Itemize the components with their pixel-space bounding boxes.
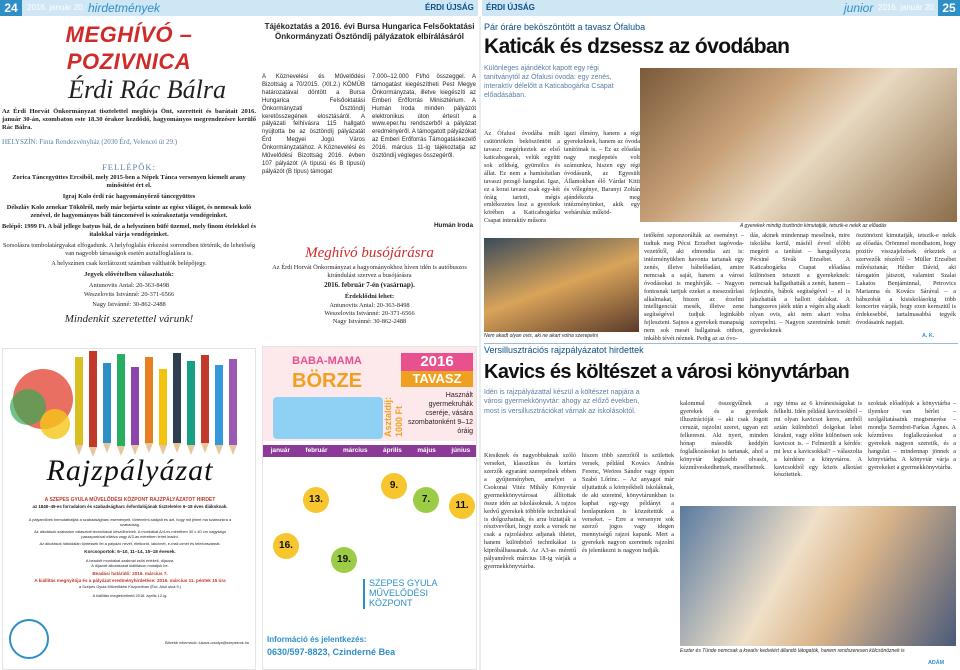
article2-col-5: szoktak előadójuk a könyvtárba – ilyenkor van bérlet – szolgáltatásaink megismerése – mondja Szendrei-Farkas Ágnes. A kézműves foglalkozásokat a gyerekek nagyon szeretik, és a hangulat – mindennap jönnek a könyvtárba. A könyvtár várja a gyerekeket a gyermekkönyvtárba.: [868, 400, 956, 471]
date-badge: 13.: [303, 487, 329, 513]
invite-subtitle: Érdi Rác Bálra: [68, 74, 226, 104]
date-badge: 11.: [449, 493, 475, 519]
busojaras-contact-1: Antunovits Antal: 20-363-8498: [329, 302, 410, 310]
invite-closing: Mindenkit szeretettel várunk!: [64, 312, 194, 325]
date-badge: 9.: [381, 473, 407, 499]
invite-entry: Belépő: 1999 Ft. A bál jellege batyus bál, de a helyszínen büfé üzemel, mely finom ételekkel és italokkal várja vendégeinket.: [2, 223, 256, 239]
article1-col-1: Az Ófalusi óvodába múlt csütörtökön beköszöntött a tavasz: megérkeztek az első katicabogarak, velük együtt sok zöldség, gyümölcs és állat. Ez nem a hamisítatlan tavaszi pezsgő hangulat. Igaz, ez a korai tavasz csak egy-két óráig tartott, mégis emlékezetes lesz a gyerekek körében a Katicabogárka Csapat interaktív műsora: [484, 130, 560, 225]
article1-caption-2: Nem akadt olyan ovis, aki ne akart volna szerepelni: [484, 333, 598, 339]
month-label: május: [417, 447, 436, 454]
busojaras-date: 2016. február 7-én (vasárnap).: [324, 280, 415, 289]
date-badge: 16.: [273, 533, 299, 559]
date-badge: 7.: [413, 487, 439, 513]
invite-raffle: Sorsolásra tombolatárgyakat elfogadunk. A helyfoglalás érkezési sorrendben történik, de lehetőség van nagyobb társaságok esetén asztalfoglalásra is.: [2, 242, 256, 257]
bazaar-title-2: BÖRZE: [292, 370, 362, 392]
detail-line: Az alkotások szabadon választott technikával készülhetnek. A munkákat A/4-es méretben 30 x 40 cm nagyságú passzpartúval ellátva vagy A/3-as méretben lehet leadni.: [34, 529, 226, 540]
right-page-number: 25: [938, 0, 960, 16]
detail-line: A kiállítás megnyitója és a pályázat eredményhirdetése: 2016. március 11. péntek 15 óra: [34, 578, 226, 584]
drawing-ad: [2, 348, 256, 670]
drawing-ad-sub: az 1848–49-es forradalom és szabadságharc évfordulójának tiszteletére 6–18 éves diákoknak.: [32, 504, 228, 509]
photo-girls-drawing: [680, 506, 956, 646]
contact-2: Weszelovits Istvánné: 20-371-6566: [83, 291, 175, 299]
detail-line: A díjazott alkotásokat kiállításon mutatjuk be.: [91, 563, 169, 569]
page-gutter: [479, 16, 481, 670]
busojaras-block: [262, 244, 477, 342]
grants-block: [262, 22, 477, 244]
bazaar-venue: SZEPES GYULA MŰVELŐDÉSI KÖZPONT: [363, 579, 471, 609]
bazaar-season: TAVASZ: [401, 371, 473, 387]
article1-byline: A. K.: [922, 333, 935, 339]
month-label: február: [305, 447, 328, 454]
month-label: január: [270, 447, 290, 454]
performers-title: FELLÉPŐK:: [102, 162, 156, 172]
article-katicak: [484, 22, 958, 342]
photo-children-stage: [484, 238, 639, 332]
right-section: junior: [844, 1, 874, 15]
article2-col-4: egy téma az 6 kivánesiságukat is felkelti. Idén például kavicsokból – mi olyan kavicsot keres, amiből aztán különböző dolgokat lehet kirakni, vagy előtte különösen sok kavicsot is. – Felmerült a kérdés: mi lesz a kavicsokkal? – válaszolta a kérdésre a könyvtáros. A kavicsokból egy közös alkotást készítettek.: [774, 400, 862, 479]
left-section: hirdetmények: [88, 1, 161, 15]
right-date: 2016. január 20.: [878, 3, 936, 12]
pencils-illustration: [3, 349, 256, 469]
busojaras-text: Az Érdi Horvát Önkormányzat a hagyományokhoz híven idén is autóbuszos kirándulást szervez a busójárásra: [272, 264, 467, 280]
detail-line: A pályaművek bemutathatják a szabadságharc eseményeit, történelmi alakjait és azt, hogy mit jelent ma számunkra a szabadság.: [28, 517, 232, 528]
performers-p1: Zorica Táncegyüttes Ercsiből, mely 2015-ben a Népek Tánca versenyen kiemelt arany minősítést ért el.: [12, 174, 246, 190]
busojaras-contact-3: Nagy Istvánné: 30-862-2488: [332, 318, 407, 326]
bazaar-months: [263, 445, 477, 457]
detail-line: Korcsoportok: 6–10, 11–14, 15–18 évesek.: [84, 549, 176, 555]
bazaar-title-1: BABA-MAMA: [292, 355, 362, 367]
article2-byline: ADÁM: [928, 660, 945, 666]
detail-line: Az alkotások hátoldalán tüntessék fel a pályázó nevét, életkorát, lakcímét, e-mail címét és telefonszámát.: [39, 541, 221, 547]
article2-col-2: hiszen több szerzőtől is születtek versek, például Kovács András Ferenc, Weöres Sándor vagy éppen Szabó Lőrinc. – Az anyagot már eljuttattuk a környékbeli iskoláknak, de aki szeretné, könyvtárunkban is kaphat egy-egy példányt a honlapunkon is közzétettük a verseket. – Erre a versenyre sok szerző jogos vagy idegen mennyiségű rajzot kapunk. Mert a gyerekek nagyon szeretnek rajzolni és jelentkezni is nagyon tudják.: [582, 452, 674, 555]
month-label: április: [383, 447, 402, 454]
left-page-number: 24: [0, 0, 22, 16]
drawing-ad-title: Rajzpályázat: [46, 454, 214, 487]
article2-lead: Idén is rajzpályázattal készül a költészet napjára a városi gyermekkönyvtár: ahogy az előző években, most is versillusztrációkat várnak az iskolásoktól.: [484, 389, 640, 415]
article1-col-5: ösztönözni kimutatják, tetszik-e nekik az előadás. Örömmel mondhatom, hogy pozitív visszajelzések érkeztek a szervezők részéről – Müller Erzsébet művésztanár, Hédier Dávid, aki tárogatón játszott, valamint Szalai Lakatos Benjáminnal, Petrovics Marianna és Kovács Sárával – a bábszobát a kisiskolásokig több koncertre várják, hogy ezen keresztül is érdekesebbé, tartalmasabbá tegyék óvodásaink napjait.: [856, 232, 956, 327]
bazaar-year: 2016: [401, 353, 473, 371]
drawing-ad-headline: A SZEPES GYULA MŰVELŐDÉSI KÖZPONT RAJZPÁLYÁZATOT HIRDET: [44, 497, 216, 503]
left-date: 2016. január 20.: [27, 3, 85, 12]
bazaar-ad: [262, 346, 477, 670]
article1-lead: Különleges ajándékot kapott egy régi tanítványtól az Ófalusi óvoda: egy zenés, interaktív délelőtt a Katicabogárka Csapat előadásában.: [484, 64, 614, 99]
invite-block: [2, 22, 256, 344]
busojaras-contact-2: Weszelovits Istvánné: 20-371-6566: [324, 310, 415, 318]
article1-title: Katicák és dzsessz az óvodában: [484, 34, 790, 58]
article1-caption-1: A gyerekek mindig ösztönön kimutatják, tetszik-e nekik az előadás: [740, 223, 887, 229]
article2-title: Kavics és költészet a városi könyvtárban: [484, 360, 850, 383]
contact-3: Nagy Istvánné: 30-862-2488: [92, 301, 166, 309]
busojaras-contacts-title: Érdeklődni lehet:: [344, 293, 395, 301]
month-label: június: [451, 447, 471, 454]
detail-line: Beadási határidő: 2016. március 7.: [92, 570, 168, 576]
invite-title: MEGHÍVÓ – POZIVNICA: [65, 22, 193, 74]
detail-line: A beadott munkákat szakmai zsűri értékeli, díjazza.: [85, 558, 175, 564]
right-paper-name: ÉRDI ÚJSÁG: [486, 3, 535, 12]
invite-venue: HELYSZÍN: Finta Rendezvényház (2030 Érd, Velencei út 29.): [2, 138, 178, 147]
article1-col-3: tetőként szponzorálták az eseményt – tudtuk meg Pécsi Erzsébet tagóvoda-vezetőtől, aki elmondta azt is: intézményükben havonta tartanak egy zenés, illetve bábelőadást, amire nemcsak a saját, hanem a városi óvodásokat is meghívják. – Nagyon fontosnak tartjuk ezeket a mesezsűrlasi alkalmakat, hiszen az érzelmi intelligenciát mesék, illetve zene segítségével tudjuk leginkább fejleszteni. Sajnos a gyerekek manapság nem sok mesét hallgatnak otthon, inkább tévét néznek. Pedig az az óvo-: [644, 232, 744, 342]
article2-col-3: kalommal összegyűlnek a gyerekek és a gyerekek illusztrációját – aki csak fogott ceruzát, rajzolni szeret, ugyan ezt felkeresni. Aki nyert, minden hónap második keddjén foglalkozásokat is tartanak, ahol a könyvtár legkisebb olvasói, kézműveskedhetnek, mesélhetnek.: [680, 400, 768, 471]
article1-kicker: Pár óráre beköszöntött a tavasz Ófaluba: [484, 22, 646, 32]
invite-presale: Jegyek elővételben válaszhatók:: [84, 271, 174, 279]
left-paper-name: ÉRDI ÚJSÁG: [425, 3, 474, 12]
bazaar-text: Használt gyermekruhák cseréje, vására szombatonként 9–12 óráig: [408, 392, 473, 436]
bazaar-fee: Asztaldíj: 1000 Ft: [383, 396, 404, 437]
grants-col-2: 7.000–12.000 Ft/hó összeggel. A támogatást kiegészítheti Pest Megye Önkormányzata, illetve kiegészíti az Emberi Erőforrás Minisztérium. A Humán Iroda minden pályázót elektronikus úton értesít a www.eper.hu rendszerből a pályázat eredményéről. A támogatott pályázókat az Emberi Erőforrás Támogatáskezelő 2016. március 11-ig tájékoztatja az ösztöndíj végleges összegéről.: [372, 74, 476, 160]
invite-tickets: A helyszínen csak korlátozott számban válthatók belépőjegy.: [51, 259, 207, 267]
detail-line: A kiállítás megtekinthető 2016. április 12-ig.: [92, 592, 168, 598]
month-label: március: [343, 447, 368, 454]
contact-1: Antunovits Antal: 20-363-8498: [88, 281, 170, 289]
clothes-illustration: [273, 397, 383, 439]
performers-p2: Igraj Kolo érdi rác hagyományőrző táncegyüttes: [62, 192, 196, 200]
busojaras-title: Meghívó busójárásra: [305, 245, 434, 261]
grants-signature: Humán Iroda: [433, 222, 473, 229]
drawing-ad-contact: Bővebb információ: lukacs.orsolya@szepesmk.hu: [165, 641, 249, 645]
bazaar-footer-2: 0630/597-8823, Czinderné Bea: [267, 647, 396, 657]
photo-children-dance: [640, 68, 957, 222]
drawing-ad-details: [23, 517, 237, 598]
article1-col-4: dás, akinek mindennap mesélnek, mire iskolába kerül, másfél évvel előbb megérti a tanítást – hangsúlyozta Pécsiné Sivák Erzsébet. A Katicabogárka Csapat előadása különösen tetszett a gyerekeknek: nemcsak hallgathatták a zenét, hanem – fejlesztés, bábok segítségével – el is játszhatták a hallott dalokat. A hangszeres játék után a végén alig akadt olyan ovis, aki nem akart volna szerepelni. – Nagyon szeretnénk ismét gyerekeknek: [750, 232, 850, 335]
article2-kicker: Versillusztrációs rajzpályázatot hirdettek: [484, 345, 644, 355]
szepes-logo: [9, 619, 49, 659]
detail-line: a Szepes Gyula Művelődési Központban (Érd, Alsó utca 9.): [78, 584, 182, 590]
grants-title: Tájékoztatás a 2016. évi Bursa Hungarica Felsőoktatási Önkormányzati Ösztöndíj pályázatok elbírálásáról: [264, 22, 475, 41]
performers-p3: Délszláv Kolo zenekar Tökölről, mely már bejárta szinte az egész világot, és nemesak koló zenével, de hagyományos báli tánczenével is szórakoztatja vendégeinket.: [6, 203, 252, 219]
article2-col-1: Kiesiknek és nagyobbaknak szóló verseket, klasszikus és kortárs szerzők egyaránt szerepelnek ebben a gyűjteményben, amelyet a Csokonai Vitéz Mihály Könyvtár gyermekkönyvtárosai állítottak össze idén az iskolásoknak. A rajzos kedvű gyerekek többféle technikával is dolgozhatnak, és arra biztatják a résztvevőket, hogy ezek a versek ne csak a rajzoláshoz adjanak ihletet, hanem különböző technikákat is kipróbálhassanak. Az A3-as méretű pályaművek március 18-ig várják a gyermekkönyvtárba.: [484, 452, 576, 571]
bazaar-footer-1: Információ és jelentkezés:: [267, 635, 367, 644]
article-kavics: [484, 343, 958, 670]
grants-col-1: A Köznevelési és Művelődési Bizottság a 70/2015. (XII.2.) KÖMÜB határozatával döntött a Bursa Hungarica Felsőoktatási Önkormányzati Ösztöndíj keretösszegének elosztásáról. A pályázati felhívásra 115 hallgató nyújtotta be az ösztöndíj pályázatát Érd Megyei Jogú Város Önkormányzatához. A Köznevelési és Művelődési Bizottság 2016. évben 107 pályázót (A típusú és B típusú) pályázót (B típus) támogat: [262, 74, 365, 175]
invite-intro: Az Érdi Horvát Önkormányzat tisztelettel meghívja Önt, szeretteit és barátait 2016. január 30-án, szombaton este 18.30 órakor kezdődő, hagyományos megrendezésre kerülő Rác Bálra.: [2, 108, 256, 132]
article1-col-2: igazi élmény, hanem a régi gyerekeknek, hanem az óvoda tanítóinak is. – Ez az előadás nagy meglepetés volt számunkra, hiszen egy régi óvodásunk, az Egyesült Államokban élő Várdai Kitti és vőlegénye, Baranyi Zoltán ajándékozta meg intézményünket, akik egy webáruház működ-: [564, 130, 640, 217]
date-badge: 19.: [331, 547, 357, 573]
article2-caption: Eszter és Tünde nemcsak a kreatív kedvéért állandó látogatók, hanem rendszeresen kölcsönöznek is: [680, 648, 905, 654]
